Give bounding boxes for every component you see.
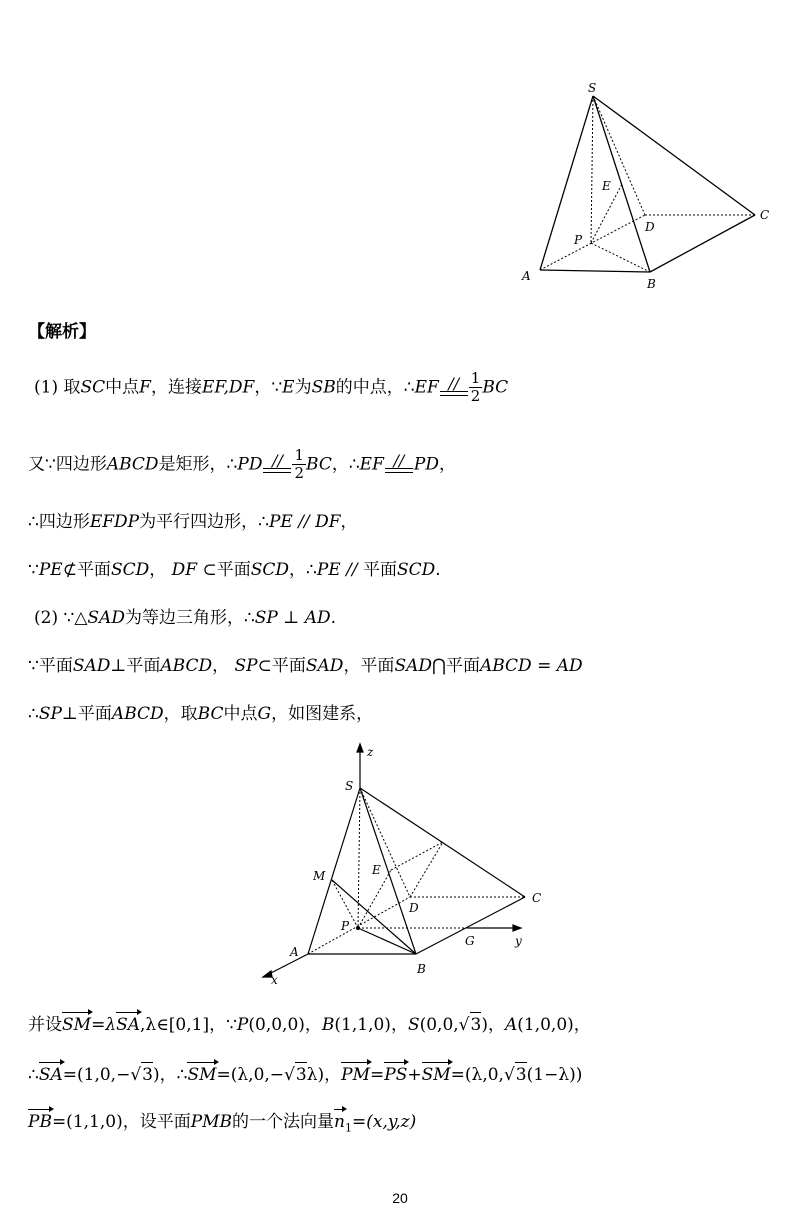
text: 又∵四边形 <box>28 454 107 475</box>
math: SC <box>80 377 106 398</box>
vector-SA: SA <box>116 1015 141 1035</box>
text: ∵平面 <box>28 656 73 676</box>
math: ABCD <box>106 454 159 475</box>
math: SB <box>311 377 336 398</box>
math: PD <box>237 454 263 475</box>
sqrt-radicand: 3 <box>295 1062 307 1087</box>
not-subset-symbol: ⊄ <box>62 560 77 580</box>
subscript: 1 <box>345 1121 352 1135</box>
label-z: z <box>367 745 374 759</box>
text: 平面 <box>76 560 111 580</box>
text: 平面 <box>126 656 161 676</box>
label-B: B <box>647 277 656 291</box>
math: (1,0,0) <box>517 1015 574 1035</box>
text: 为等边三角形，∴ <box>124 608 255 628</box>
vector-n1: n <box>334 1112 345 1132</box>
math: EF <box>359 454 384 475</box>
text: ，平面 <box>343 656 395 676</box>
text: 取 <box>63 377 81 398</box>
text: ∴四边形 <box>28 512 90 532</box>
math: SP <box>254 608 278 628</box>
text: ， <box>487 1015 505 1035</box>
parallel-equal-symbol <box>439 374 469 402</box>
math: ) <box>153 1065 160 1085</box>
math: EF,DF <box>201 377 255 398</box>
math: =(1,1,0) <box>51 1112 123 1132</box>
math: G <box>257 704 272 724</box>
text: 并设 <box>28 1015 62 1035</box>
math: (1,1,0) <box>334 1015 391 1035</box>
text: ， <box>390 1015 408 1035</box>
numerator: 1 <box>294 446 305 464</box>
part-number: (1) <box>34 377 59 398</box>
perp-symbol: ⊥ <box>61 704 78 724</box>
solution-line-6 <box>28 654 583 678</box>
math: F <box>139 377 151 398</box>
solution-line-1 <box>34 370 508 405</box>
solution-line-10 <box>28 1110 416 1140</box>
solution-line-3 <box>28 510 358 534</box>
vector-SA: SA <box>38 1065 63 1085</box>
math: ) <box>481 1015 488 1035</box>
subset-symbol: ⊂ <box>257 656 272 676</box>
sqrt-sign: √ <box>130 1065 142 1085</box>
label-S: S <box>345 779 354 793</box>
text: ， <box>304 1015 322 1035</box>
text: ， <box>324 1065 342 1085</box>
label-P: P <box>341 919 350 933</box>
sqrt-sign: √ <box>458 1015 470 1035</box>
math: λ) <box>306 1065 325 1085</box>
math: DF <box>171 560 198 580</box>
math: =(λ,0,− <box>216 1065 285 1085</box>
math: AD <box>304 608 331 628</box>
math: BC <box>306 454 332 475</box>
parallel-mark: // <box>393 450 405 470</box>
equals-symbol: = <box>91 1015 106 1035</box>
math: EF <box>414 377 439 398</box>
math: DF <box>315 512 341 532</box>
text: ，连接 <box>150 377 202 398</box>
label-S: S <box>588 81 597 95</box>
numerator: 1 <box>470 369 481 387</box>
denominator: 2 <box>294 464 305 482</box>
math: ABCD <box>160 656 213 676</box>
perp-symbol: ⊥ <box>110 656 127 676</box>
solution-line-7 <box>28 702 373 726</box>
label-A: A <box>522 269 531 283</box>
math: ,λ∈[0,1] <box>140 1015 210 1035</box>
math: =(1,0,− <box>62 1065 131 1085</box>
vector-SM: SM <box>62 1015 92 1035</box>
vector-PM: PM <box>341 1065 371 1085</box>
page-number: 20 <box>392 1190 408 1206</box>
solution-line-4 <box>28 558 441 582</box>
equals-symbol: = <box>537 656 552 676</box>
sqrt-sign: √ <box>503 1065 515 1085</box>
pyramid-coordinate-figure-2 <box>255 742 555 987</box>
text: 平面 <box>363 560 397 580</box>
label-x: x <box>271 973 278 987</box>
math: (0,0,0) <box>248 1015 305 1035</box>
text: 的一个法向量 <box>232 1112 335 1132</box>
label-B: B <box>417 962 426 976</box>
parallel-mark: // <box>272 450 283 470</box>
vector-SM: SM <box>421 1065 451 1085</box>
math: λ <box>105 1015 117 1035</box>
text: ， <box>149 560 167 580</box>
part-number: (2) <box>34 608 59 628</box>
label-E: E <box>602 179 611 193</box>
math: BC <box>482 377 509 398</box>
math: SCD <box>397 560 436 580</box>
sqrt-radicand: 3 <box>141 1062 153 1087</box>
math: ABCD <box>479 656 532 676</box>
text: . <box>330 608 337 628</box>
math: PD <box>413 454 439 475</box>
math: =(x,y,z) <box>352 1112 417 1132</box>
denominator: 2 <box>470 387 481 405</box>
text: 中点 <box>223 704 258 724</box>
intersect-symbol: ⋂ <box>432 656 446 676</box>
label-C: C <box>760 208 770 222</box>
label-E: E <box>372 863 381 877</box>
solution-line-2 <box>28 447 456 482</box>
math: EFDP <box>89 512 140 532</box>
vector-PS: PS <box>384 1065 408 1085</box>
pyramid-figure-1 <box>510 78 780 293</box>
text: ， <box>573 1015 591 1035</box>
label-D: D <box>645 220 655 234</box>
text: 平面 <box>216 560 251 580</box>
math: SAD <box>72 656 111 676</box>
text: 平面 <box>445 656 480 676</box>
section-title: 【解析】 <box>28 322 96 342</box>
text: ， <box>438 454 456 475</box>
math: PE <box>268 512 293 532</box>
text: ，∴ <box>159 1065 188 1085</box>
label-G: G <box>465 934 475 948</box>
math: SAD <box>87 608 125 628</box>
math: PE <box>38 560 63 580</box>
text: ，取 <box>163 704 198 724</box>
text: ∵△ <box>63 608 88 628</box>
label-D: D <box>409 901 419 915</box>
text: 的中点，∴ <box>335 377 415 398</box>
label-y: y <box>515 934 522 948</box>
math: AD <box>556 656 583 676</box>
text: 中点 <box>105 377 140 398</box>
perp-symbol: ⊥ <box>283 608 300 628</box>
sqrt-sign: √ <box>284 1065 295 1085</box>
math: P <box>236 1015 249 1035</box>
math: SCD <box>110 560 150 580</box>
label-A: A <box>290 945 299 959</box>
text: ，∵ <box>209 1015 237 1035</box>
text: ， <box>340 512 358 532</box>
math: SP <box>234 656 258 676</box>
text: ， <box>212 656 230 676</box>
parallel-mark: // <box>448 373 460 393</box>
text: ，∵ <box>254 377 283 398</box>
parallel-symbol: // <box>346 560 358 580</box>
math: PMB <box>190 1112 233 1132</box>
sqrt-radicand: 3 <box>515 1062 527 1087</box>
text: . <box>435 560 441 580</box>
math: E <box>282 377 295 398</box>
math: SAD <box>394 656 432 676</box>
math: A <box>504 1015 518 1035</box>
label-C: C <box>532 891 542 905</box>
math: (1−λ)) <box>526 1065 583 1085</box>
text: 平面 <box>271 656 306 676</box>
sqrt-radicand: 3 <box>470 1012 482 1037</box>
math: BC <box>197 704 224 724</box>
parallel-equal-symbol <box>384 451 414 479</box>
math: SP <box>38 704 62 724</box>
plus-symbol: + <box>407 1065 422 1085</box>
fraction-half <box>469 370 483 405</box>
text: 为 <box>294 377 312 398</box>
label-M: M <box>313 869 326 883</box>
text: ∴ <box>28 704 39 724</box>
solution-line-9 <box>28 1062 582 1087</box>
text: ∴ <box>28 1065 39 1085</box>
subset-symbol: ⊂ <box>202 560 217 580</box>
text: ，如图建系， <box>271 704 374 724</box>
text: ，∴ <box>289 560 317 580</box>
math: SAD <box>305 656 344 676</box>
label-P: P <box>574 233 583 247</box>
math: B <box>321 1015 335 1035</box>
equals-symbol: = <box>370 1065 385 1085</box>
math: S <box>407 1015 420 1035</box>
math: =(λ,0, <box>450 1065 504 1085</box>
text: 为平行四边形，∴ <box>139 512 269 532</box>
math: ABCD <box>111 704 164 724</box>
math: (0,0, <box>419 1015 459 1035</box>
text: 是矩形，∴ <box>158 454 238 475</box>
text: ，设平面 <box>122 1112 191 1132</box>
parallel-equal-symbol <box>262 451 292 479</box>
solution-line-5 <box>34 606 336 630</box>
math: SCD <box>250 560 290 580</box>
math: PE <box>316 560 341 580</box>
vector-PB: PB <box>28 1112 52 1132</box>
vector-SM: SM <box>187 1065 217 1085</box>
text: 平面 <box>77 704 112 724</box>
fraction-half <box>292 447 306 482</box>
parallel-symbol: // <box>298 512 310 532</box>
solution-line-8 <box>28 1012 591 1037</box>
text: ，∴ <box>331 454 360 475</box>
text: ∵ <box>28 560 39 580</box>
